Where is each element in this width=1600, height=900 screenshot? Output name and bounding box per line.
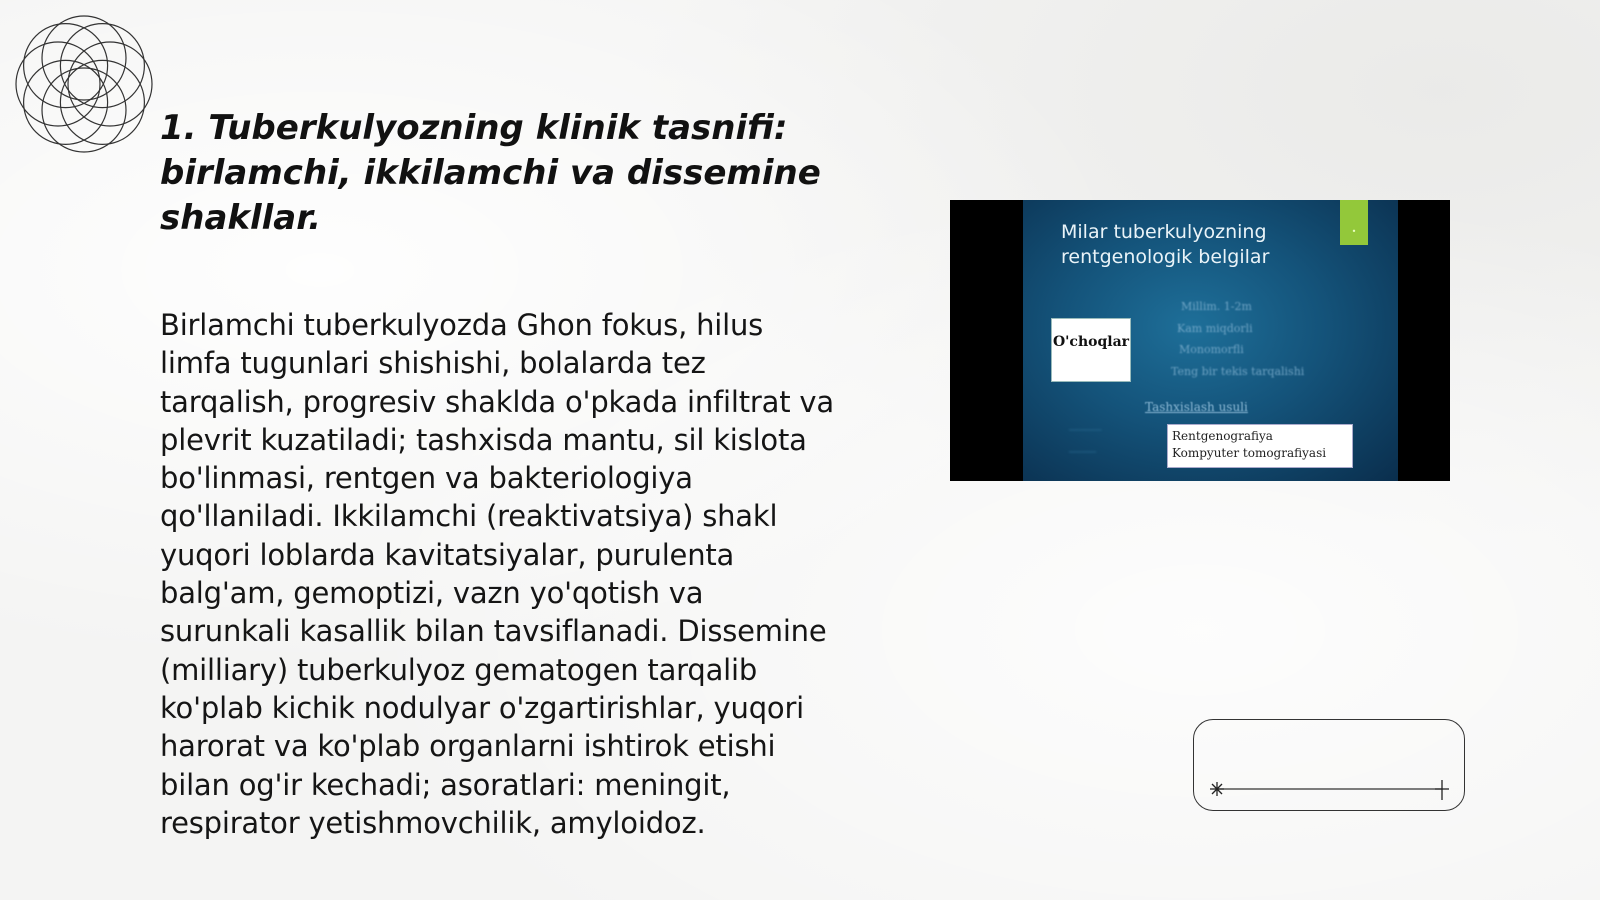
method-item: Rentgenografiya	[1172, 429, 1273, 443]
decorative-pill-frame	[1193, 719, 1465, 811]
list-item: Millim. 1-2m	[1181, 300, 1252, 313]
star-burst-icon	[1210, 782, 1224, 796]
slide-title: 1. Tuberkulyozning klinik tasnifi: birlamchi, ikkilamchi va dissemine shakllar.	[160, 108, 821, 238]
list-item: Kam miqdorli	[1177, 321, 1253, 335]
ochoqlar-box: O'choqlar	[1051, 318, 1131, 382]
list-item: Monomorfli	[1179, 343, 1244, 356]
methods-box	[1167, 424, 1353, 468]
slide-accent-tab: •	[1340, 200, 1368, 245]
embedded-slide-title: Milar tuberkulyozning rentgenologik belgilar	[1061, 221, 1270, 268]
plus-sparkle-icon	[1435, 780, 1449, 800]
slide-body-text: Birlamchi tuberkulyozda Ghon fokus, hilus limfa tugunlari shishishi, bolalarda tez tarqalish, progresiv shaklda o'pkada infiltrat va plevrit kuzatiladi; tashxisda mantu, sil kislota bo'linmasi, rentgen va bakteriologiya qo'llaniladi. Ikkilamchi (reaktivatsiya) shakl yuqori loblarda kavitatsiyalar, purulenta balg'am, gemoptizi, vazn yo'qotish va surunkali kasallik bilan tavsiflanadi. Dissemine (milliary) tuberkulyoz gematogen tarqalib ko'plab kichik nodulyar o'zgartirishlar, yuqori harorat va ko'plab organlarni ishtirok etishi bilan og'ir kechadi; asoratlari: meningit, respirator yetishmovchilik, amyloidoz.	[160, 308, 834, 840]
embedded-slide-content	[1023, 200, 1398, 481]
faint-decoration: ────── ─────	[1069, 426, 1102, 458]
embedded-slide-image	[950, 200, 1450, 481]
diagnosis-method-label: Tashxislash usuli	[1145, 400, 1248, 414]
decorative-circles-icon	[8, 8, 160, 160]
features-list	[1171, 296, 1381, 382]
line-sparkle-icon	[1194, 720, 1466, 812]
list-item: Teng bir tekis tarqalishi	[1171, 364, 1305, 378]
method-item: Kompyuter tomografiyasi	[1172, 446, 1327, 460]
